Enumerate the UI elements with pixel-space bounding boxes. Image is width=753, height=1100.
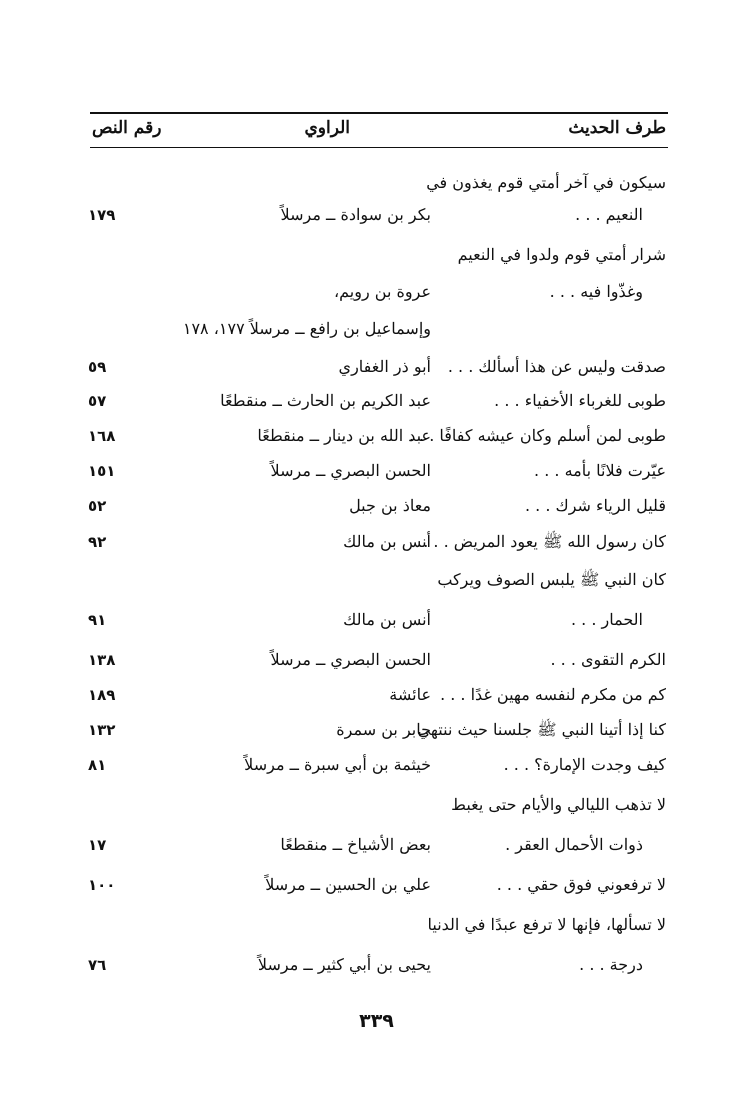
hadith-text: لا تذهب الليالي والأيام حتى يغبط xyxy=(451,795,666,814)
hadith-text: شرار أمتي قوم ولدوا في النعيم xyxy=(457,245,666,264)
text-number: ٨١ xyxy=(88,756,107,774)
text-number: ١٣٨ xyxy=(88,651,116,669)
hadith-text: عيّرت فلانًا بأمه . . . xyxy=(534,461,666,480)
narrator-text: علي بن الحسين ــ مرسلاً xyxy=(265,875,431,894)
text-number: ٩٢ xyxy=(88,533,107,551)
header-narrator: الراوي xyxy=(304,118,350,138)
narrator-text: الحسن البصري ــ مرسلاً xyxy=(270,650,431,669)
text-number: ١٥١ xyxy=(88,462,116,480)
text-number: ١٧ xyxy=(88,836,107,854)
header-number: رقم النص xyxy=(92,118,162,138)
text-number: ٩١ xyxy=(88,611,107,629)
hadith-text: لا تسألها، فإنها لا ترفع عبدًا في الدنيا xyxy=(427,915,666,934)
text-number: ١٦٨ xyxy=(88,427,116,445)
text-number: ١٣٢ xyxy=(88,721,116,739)
narrator-text: معاذ بن جبل xyxy=(349,496,431,515)
text-number: ١٨٩ xyxy=(88,686,116,704)
hadith-text: طوبى لمن أسلم وكان عيشه كفافًا . . . xyxy=(408,426,666,445)
text-number: ٥٢ xyxy=(88,497,107,515)
narrator-text: عروة بن رويم، xyxy=(333,282,431,301)
hadith-text: صدقت وليس عن هذا أسألك . . . xyxy=(447,357,666,376)
hadith-text: النعيم . . . xyxy=(575,205,643,224)
hadith-text: الكرم التقوى . . . xyxy=(550,650,666,669)
narrator-text: يحيى بن أبي كثير ــ مرسلاً xyxy=(257,955,431,974)
hadith-text: كنا إذا أتينا النبي ﷺ جلسنا حيث ننتهي . xyxy=(407,720,666,739)
hadith-text: كان رسول الله ﷺ يعود المريض . . . xyxy=(423,532,666,551)
text-number: ١٧٩ xyxy=(88,206,116,224)
narrator-text: وإسماعيل بن رافع ــ مرسلاً ١٧٧، ١٧٨ xyxy=(182,319,431,338)
hadith-text: طوبى للغرباء الأخفياء . . . xyxy=(494,391,666,410)
text-number: ٥٩ xyxy=(88,358,107,376)
narrator-text: أبو ذر الغفاري xyxy=(338,357,431,376)
narrator-text: بعض الأشياخ ــ منقطعًا xyxy=(280,835,431,854)
narrator-text: الحسن البصري ــ مرسلاً xyxy=(270,461,431,480)
narrator-text: عبد الكريم بن الحارث ــ منقطعًا xyxy=(220,391,431,410)
text-number: ٧٦ xyxy=(88,956,107,974)
hadith-text: سيكون في آخر أمتي قوم يغذون في xyxy=(426,173,666,192)
narrator-text: بكر بن سوادة ــ مرسلاً xyxy=(280,205,431,224)
hadith-text: درجة . . . xyxy=(579,955,643,974)
hadith-text: لا ترفعوني فوق حقي . . . xyxy=(496,875,666,894)
narrator-text: عبد الله بن دينار ــ منقطعًا xyxy=(257,426,431,445)
header-hadith: طرف الحديث xyxy=(568,118,666,138)
text-number: ٥٧ xyxy=(88,392,107,410)
page-number: ٣٣٩ xyxy=(359,1010,394,1032)
text-number: ١٠٠ xyxy=(88,876,116,894)
narrator-text: أنس بن مالك xyxy=(343,532,431,551)
narrator-text: أنس بن مالك xyxy=(343,610,431,629)
table-header xyxy=(90,112,668,148)
narrator-text: عائشة xyxy=(389,685,431,704)
narrator-text: خيثمة بن أبي سبرة ــ مرسلاً xyxy=(244,755,431,774)
hadith-text: وغذّوا فيه . . . xyxy=(549,282,643,301)
hadith-text: قليل الرياء شرك . . . xyxy=(525,496,666,515)
hadith-text: كيف وجدت الإمارة؟ . . . xyxy=(503,755,666,774)
hadith-text: كان النبي ﷺ يلبس الصوف ويركب xyxy=(437,570,666,589)
hadith-text: كم من مكرم لنفسه مهين غدًا . . . xyxy=(440,685,666,704)
hadith-text: الحمار . . . xyxy=(570,610,643,629)
hadith-text: ذوات الأحمال العقر . xyxy=(505,835,643,854)
narrator-text: جابر بن سمرة xyxy=(336,720,431,739)
